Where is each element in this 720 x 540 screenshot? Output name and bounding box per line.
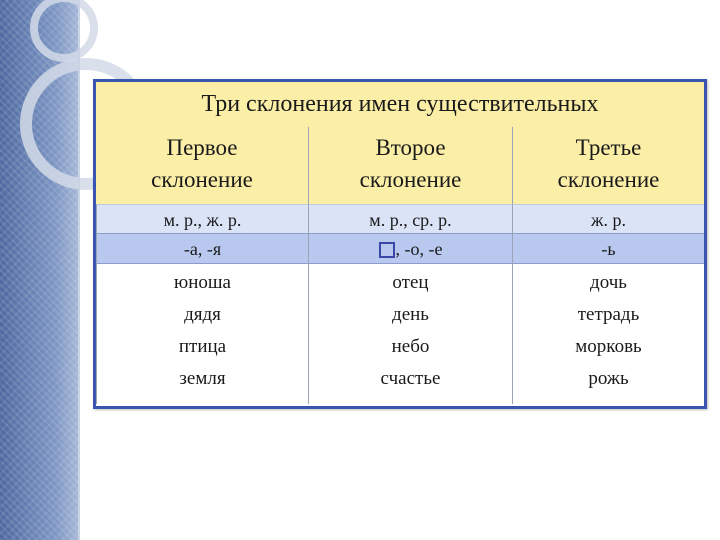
list-item: небо xyxy=(391,336,430,357)
header-line1: Второе xyxy=(375,135,446,160)
list-item: морковь xyxy=(575,336,642,357)
words-first xyxy=(96,264,308,404)
endings-first: -а, -я xyxy=(96,233,308,264)
header-second-declension xyxy=(308,127,512,204)
list-item: рожь xyxy=(588,368,629,389)
list-item: дядя xyxy=(184,304,221,325)
list-item: дочь xyxy=(590,272,627,293)
declension-table xyxy=(93,79,707,409)
header-line2: склонение xyxy=(151,167,253,192)
decorative-side-strip xyxy=(0,0,80,540)
list-item: отец xyxy=(392,272,429,293)
list-item: день xyxy=(392,304,429,325)
square-outline-icon xyxy=(379,242,395,258)
list-item: птица xyxy=(178,336,227,357)
header-line1: Первое xyxy=(166,135,238,160)
list-item: тетрадь xyxy=(577,304,640,325)
header-first-declension xyxy=(96,127,308,204)
header-line1: Третье xyxy=(575,135,642,160)
table-title-row xyxy=(96,82,704,127)
table-grid xyxy=(96,127,704,404)
header-line2: склонение xyxy=(359,167,462,192)
decorative-ring-small xyxy=(30,0,98,62)
gender-first: м. р., ж. р. xyxy=(96,204,308,233)
words-second xyxy=(308,264,512,404)
header-third-declension xyxy=(512,127,704,204)
endings-second-cell xyxy=(308,233,512,264)
gender-third: ж. р. xyxy=(512,204,704,233)
gender-second: м. р., ср. р. xyxy=(308,204,512,233)
list-item: юноша xyxy=(174,272,231,293)
list-item: земля xyxy=(179,368,226,389)
endings-third: -ь xyxy=(512,233,704,264)
list-item: счастье xyxy=(380,368,441,389)
side-strip-edge xyxy=(78,0,80,540)
header-line2: склонение xyxy=(557,167,660,192)
table-title: Три склонения имен существительных xyxy=(201,91,599,117)
words-third xyxy=(512,264,704,404)
endings-second: , -о, -е xyxy=(395,239,443,259)
